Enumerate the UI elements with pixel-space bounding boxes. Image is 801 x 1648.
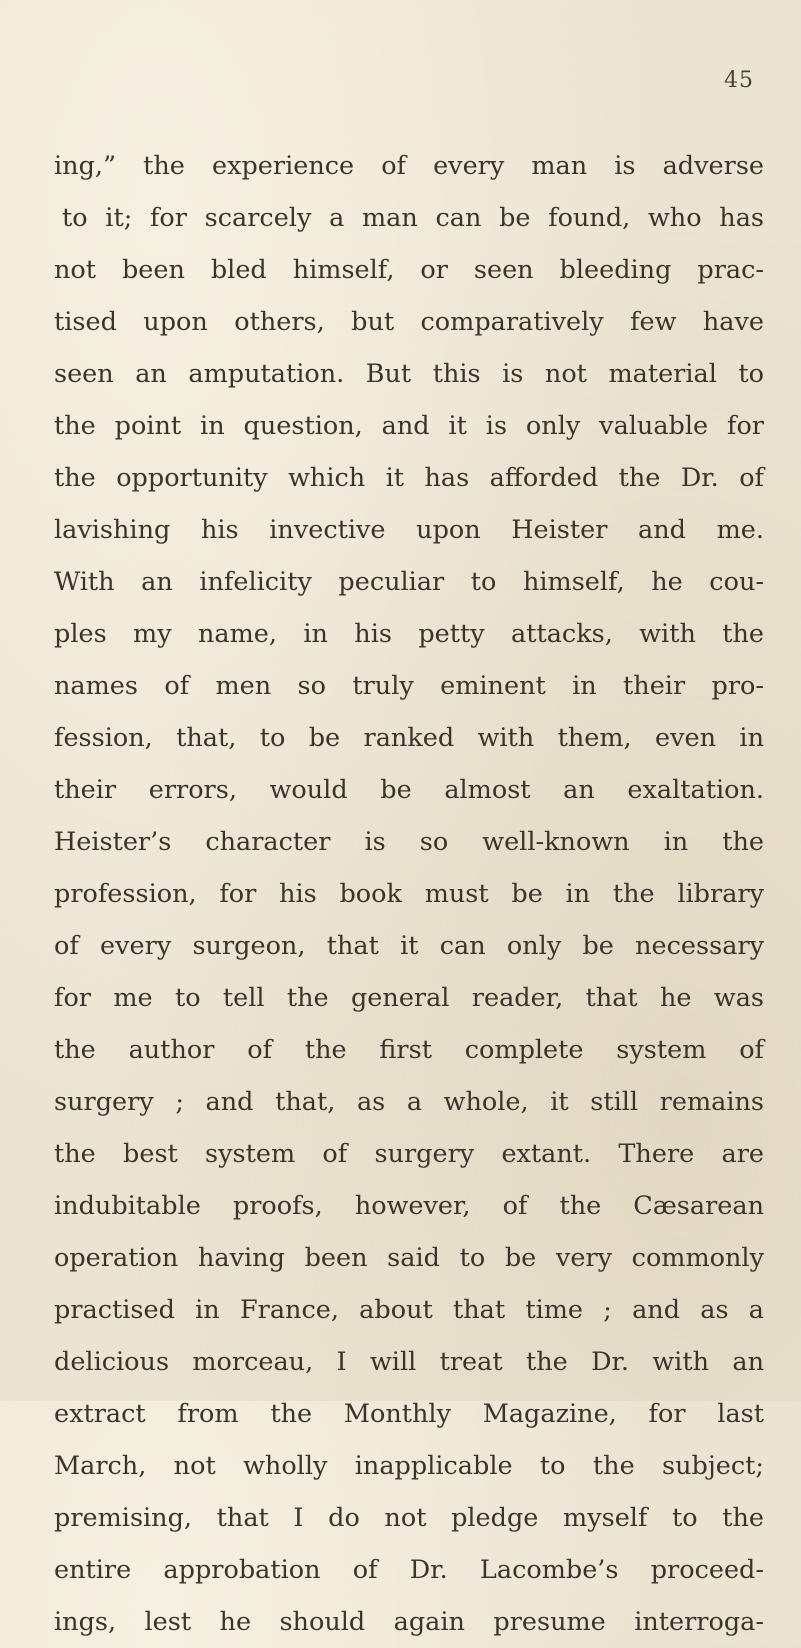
- text-line: the best system of surgery extant. There are: [54, 1139, 764, 1169]
- text-line: ples my name, in his petty attacks, with the: [54, 619, 764, 649]
- text-line: to it; for scarcely a man can be found, who has: [62, 203, 764, 233]
- text-line: Heister’s character is so well-known in the: [54, 827, 764, 857]
- text-line: for me to tell the general reader, that he was: [54, 983, 764, 1013]
- text-line: fession, that, to be ranked with them, even in: [54, 723, 764, 753]
- text-line: of every surgeon, that it can only be necessary: [54, 931, 764, 961]
- text-line: extract from the Monthly Magazine, for last: [54, 1399, 764, 1429]
- text-line: delicious morceau, I will treat the Dr. with an: [54, 1347, 764, 1377]
- text-line: practised in France, about that time ; and as a: [54, 1295, 764, 1325]
- text-line: the author of the first complete system of: [54, 1035, 764, 1065]
- text-line: not been bled himself, or seen bleeding prac-: [54, 255, 764, 285]
- text-line: indubitable proofs, however, of the Cæsarean: [54, 1191, 764, 1221]
- text-line: surgery ; and that, as a whole, it still remains: [54, 1087, 764, 1117]
- text-line: operation having been said to be very commonly: [54, 1243, 764, 1273]
- text-line: their errors, would be almost an exaltation.: [54, 775, 764, 805]
- text-line: entire approbation of Dr. Lacombe’s proceed-: [54, 1555, 764, 1585]
- text-line: ings, lest he should again presume interroga-: [54, 1607, 764, 1637]
- text-line: names of men so truly eminent in their pro-: [54, 671, 764, 701]
- text-line: premising, that I do not pledge myself to the: [54, 1503, 764, 1533]
- text-line: seen an amputation. But this is not material to: [54, 359, 764, 389]
- body-text: [54, 140, 764, 1648]
- text-line: tised upon others, but comparatively few have: [54, 307, 764, 337]
- text-line: March, not wholly inapplicable to the subject;: [54, 1451, 764, 1481]
- text-line: profession, for his book must be in the library: [54, 879, 764, 909]
- text-line: ing,” the experience of every man is adverse: [54, 151, 764, 181]
- page-number: 45: [724, 68, 754, 93]
- text-line: With an infelicity peculiar to himself, he cou-: [54, 567, 764, 597]
- text-line: lavishing his invective upon Heister and me.: [54, 515, 764, 545]
- text-line: the opportunity which it has afforded the Dr. of: [54, 463, 764, 493]
- text-line: the point in question, and it is only valuable for: [54, 411, 764, 441]
